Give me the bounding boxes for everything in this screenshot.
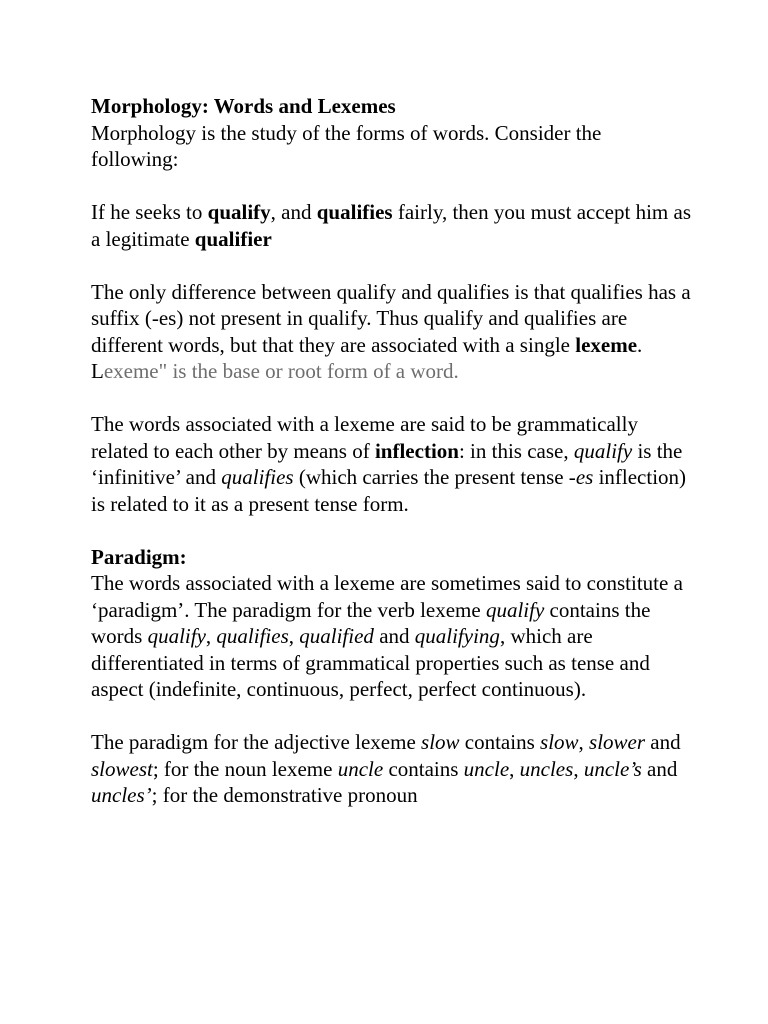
paragraph-gap [91,703,691,730]
example-bold-word: qualify [207,200,271,224]
italic-word: uncles [519,756,574,781]
paradigm-text: contains the words [91,597,651,648]
paradigm-text: and [373,624,415,648]
paradigm-examples-text: and [641,756,678,781]
italic-word: slower [589,730,646,754]
inflection-paragraph [91,411,691,517]
paradigm-examples-text: contains [459,730,541,754]
inflection-text: The words associated with a lexeme are said to be grammatically related to each other by means of [91,412,638,463]
example-bold-word: qualifies [316,200,393,224]
lexeme-definition: exeme" is the base or root form of a word. [103,359,459,383]
paradigm-examples-text: , [509,756,520,781]
section-heading: Morphology: Words and Lexemes [91,94,396,118]
example-bold-word: qualifier [194,226,272,251]
italic-word: uncle [337,756,384,781]
paradigm-examples-text: , [578,730,590,754]
paradigm-examples-text: ; for the noun lexeme [152,756,338,781]
italic-word: qualifies [221,465,294,489]
italic-word: uncle [463,756,510,781]
inflection-text: : in this case, [458,438,574,463]
paradigm-text: , [205,624,217,648]
example-text: , and [270,200,317,224]
italic-word: es [575,465,594,489]
intro-paragraph [91,120,691,173]
paragraph-gap [91,517,691,544]
paragraph-gap [91,385,691,412]
difference-text: . L [91,332,643,383]
document-body [91,93,691,809]
italic-word: qualified [299,624,374,648]
italic-word: uncles’ [91,783,152,807]
paragraph-gap [91,252,691,279]
difference-paragraph [91,279,691,385]
example-text: If he seeks to [91,200,208,224]
paradigm-examples-text: The paradigm for the adjective lexeme [91,730,422,754]
paradigm-text: , which are differentiated in terms of grammatical properties such as tense and aspect (indefinite, continuous, perfect, perfect continuous). [91,624,650,701]
difference-text: The only difference between qualify and qualifies is that qualifies has a suffix (-es) not present in qualify. Thus qualify and qualifies are different words, but that they are associated with a single [91,279,691,357]
paradigm-heading: Paradigm: [91,544,187,569]
paradigm-paragraph [91,570,691,703]
italic-word: qualifies [216,624,289,648]
inflection-text: is the ‘infinitive’ and [91,438,683,489]
paradigm-text: The words associated with a lexeme are sometimes said to constitute a ‘paradigm’. The paradigm for the verb lexeme [91,571,683,622]
example-sentence [91,199,691,252]
lexeme-term: lexeme [575,332,638,357]
paradigm-text: , [288,624,300,648]
intro-text: Morphology is the study of the forms of words. Consider the following: [91,120,602,171]
italic-word: slow [421,730,460,754]
paradigm-examples-text: contains [383,756,464,781]
italic-word: qualify [485,597,545,622]
italic-word: qualify [147,624,206,648]
paradigm-examples-text: , [573,756,584,781]
italic-word: qualifying [414,624,500,648]
paragraph-gap [91,173,691,200]
italic-word: uncle’s [583,756,642,781]
inflection-text: inflection) is related to it as a present tense form. [91,465,687,516]
italic-word: slow [540,730,579,754]
paradigm-examples-text: ; for the demonstrative pronoun [151,783,418,807]
inflection-text: (which carries the present tense - [293,465,576,489]
example-text: fairly, then you must accept him as a legitimate [91,200,691,251]
paradigm-examples-paragraph [91,729,691,809]
inflection-term: inflection [374,438,459,463]
paradigm-examples-text: and [645,730,681,754]
italic-word: qualify [573,438,633,463]
italic-word: slowest [91,756,153,781]
